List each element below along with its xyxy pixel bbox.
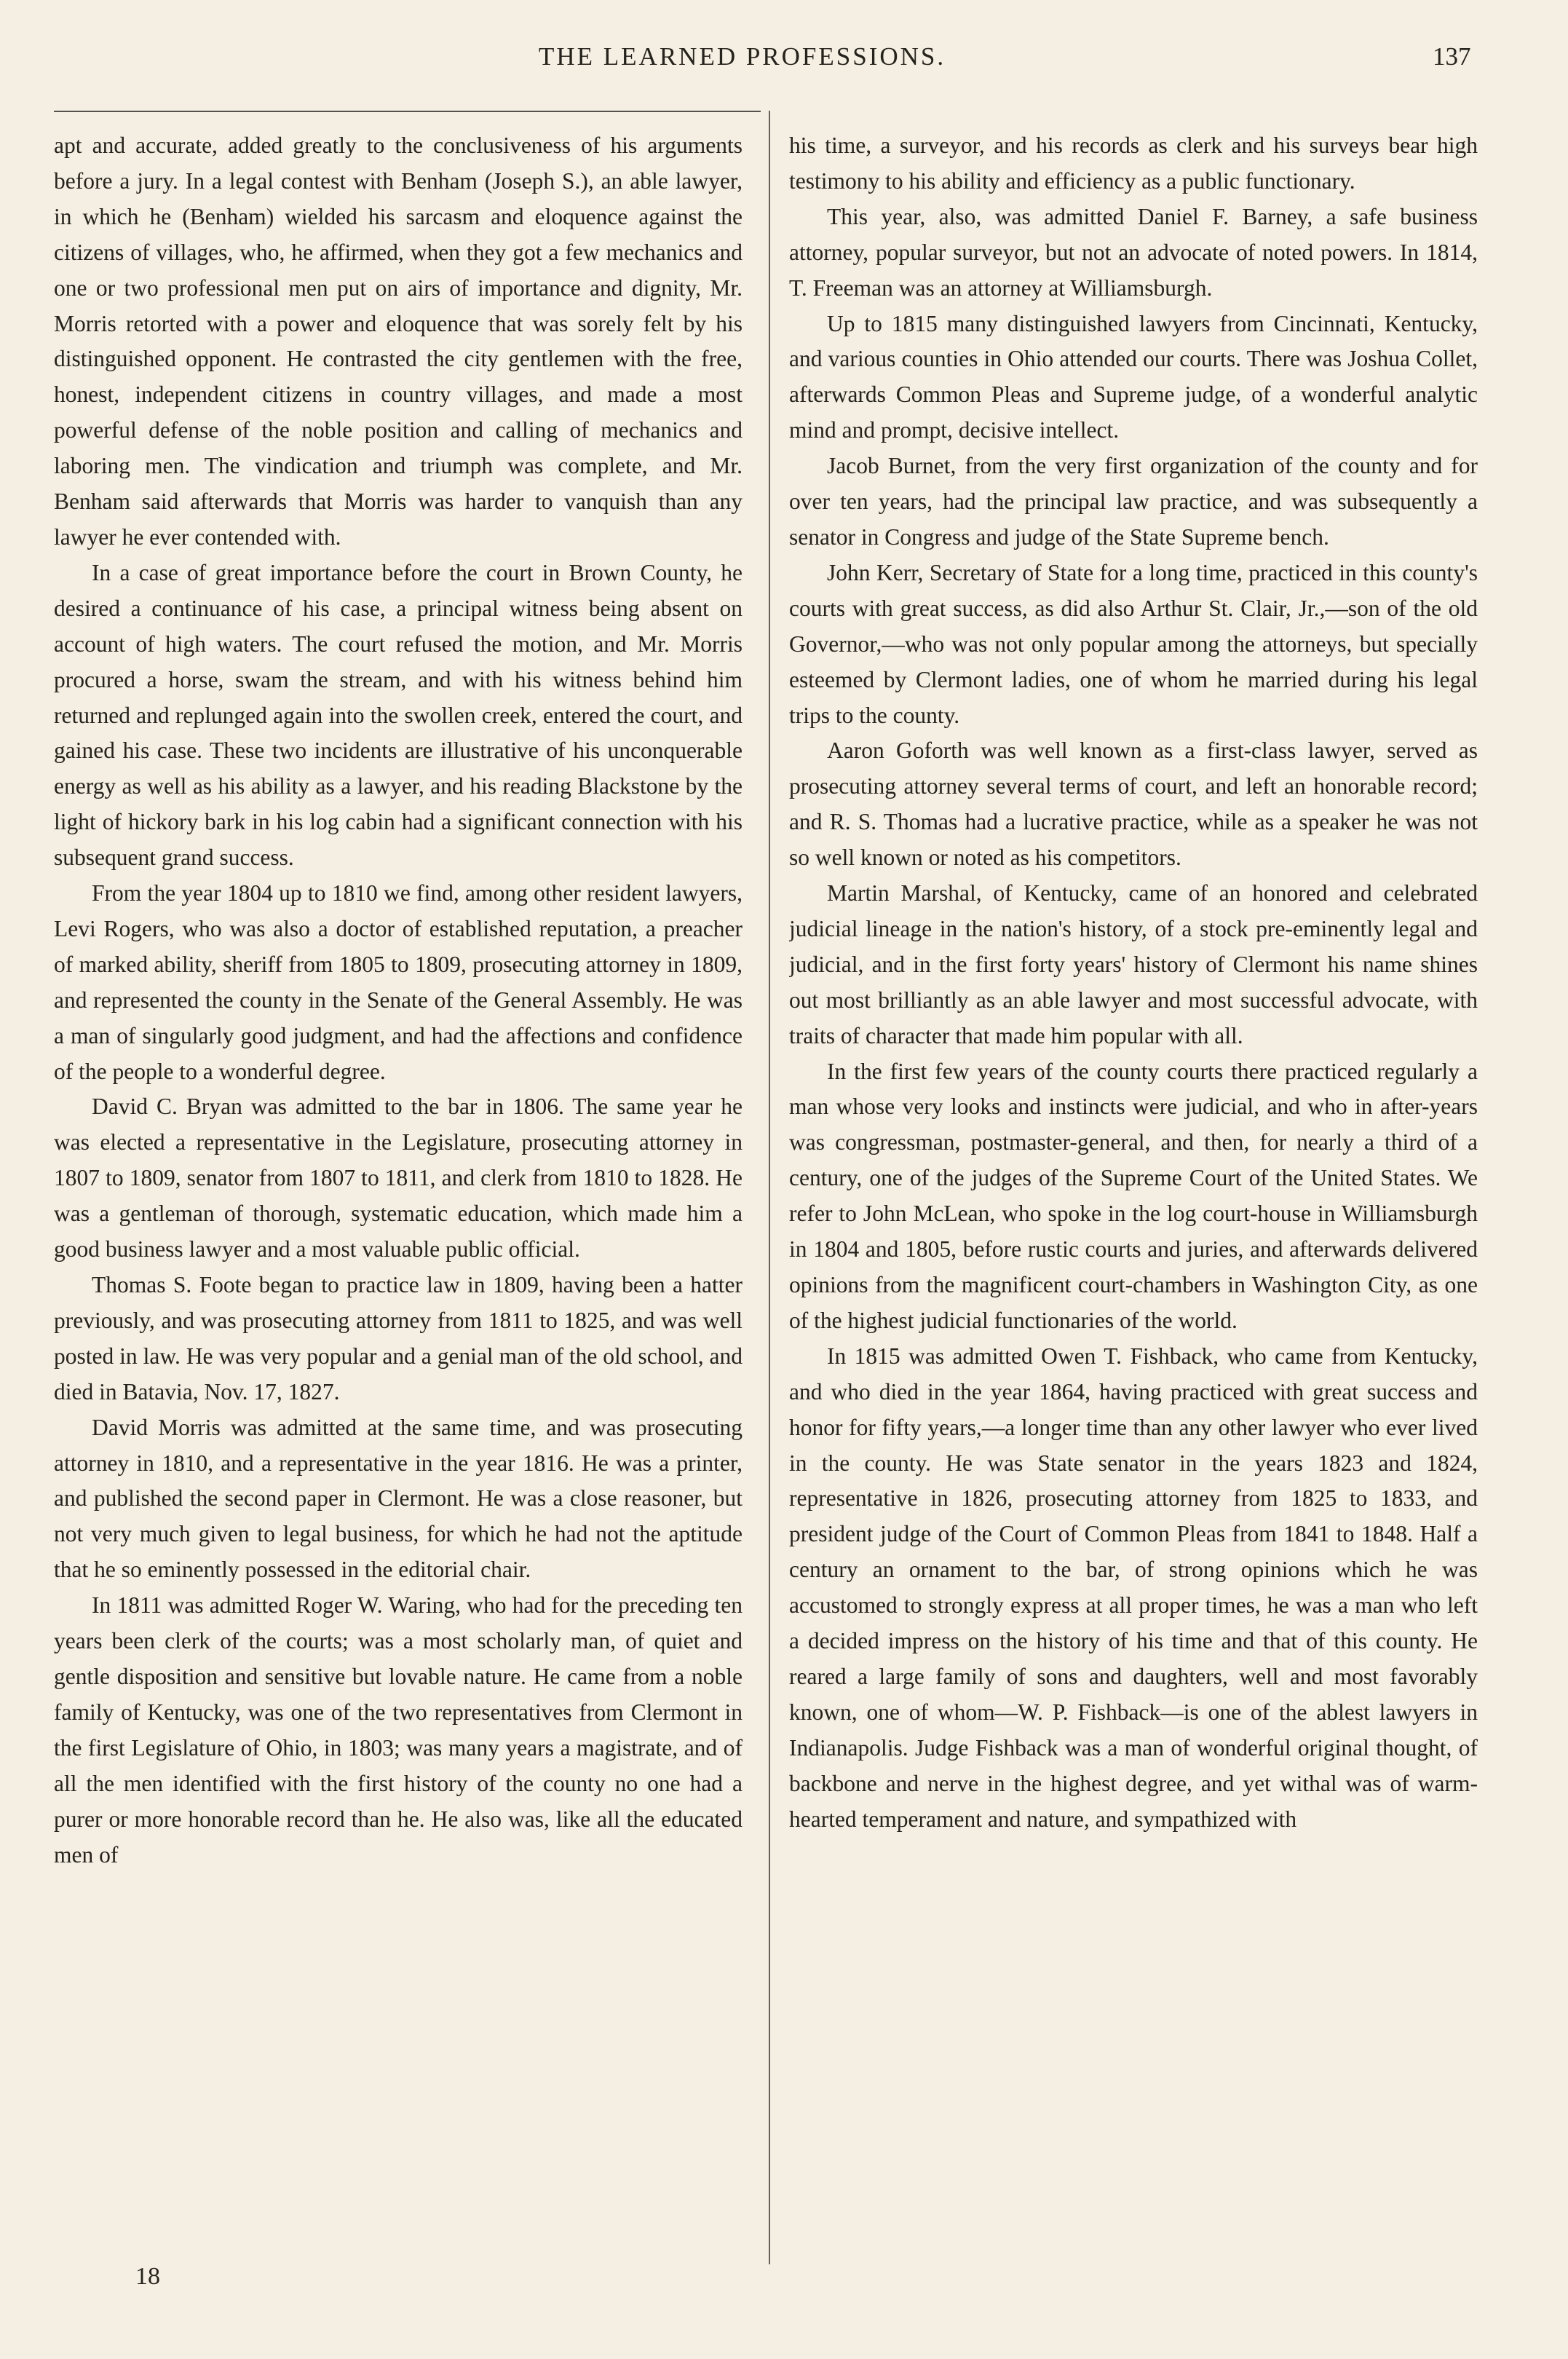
paragraph: Aaron Goforth was well known as a first-class lawyer, served as prosecuting attorney several terms of court, and left an honorable record; and R. S. Thomas had a lucrative practice, while as a speaker he was not so well known or noted as his competitors. [789,738,1478,871]
paragraph: Up to 1815 many distinguished lawyers from Cincinnati, Kentucky, and various counties in Ohio attended our courts. There was Joshua Collet, afterwards Common Pleas and Supreme judge, of a wonderful analytic mind and prompt, decisive intellect. [789,310,1478,443]
paragraph: In 1815 was admitted Owen T. Fishback, who came from Kentucky, and who died in the year 1864, having practiced with great success and honor for fifty years,—a longer time than any other lawyer who ever lived in the county. He was State senator in the years 1823 and 1824, representative in 1826, prosecuting attorney from 1825 to 1833, and president judge of the Court of Common Pleas from 1841 to 1848. Half a century an ornament to the bar, of strong opinions which he was accustomed to strongly express at all proper times, he was a man who left a decided impress on the history of his time and that of this county. He reared a large family of sons and daughters, well and most favorably known, one of whom—W. P. Fishback—is one of the ablest lawyers in Indianapolis. Judge Fishback was a man of wonderful original thought, of backbone and nerve in the highest degree, and yet withal was of warm-hearted temperament and nature, and sympathized with [789,1343,1478,1832]
paragraph: apt and accurate, added greatly to the conclusiveness of his arguments before a jury. In a legal contest with Benham (Joseph S.), an able lawyer, in which he (Benham) wielded his sarcasm and eloquence against the citizens of villages, who, he affirmed, when they got a few mechanics and one or two professional men put on airs of importance and dignity, Mr. Morris retorted with a power and eloquence that was sorely felt by his distinguished opponent. He contrasted the city gentlemen with the free, honest, independent citizens in country villages, and made a most powerful defense of the noble position and calling of mechanics and laboring men. The vindication and triumph was complete, and Mr. Benham said afterwards that Morris was harder to vanquish than any lawyer he ever contended with. [54,133,743,550]
paragraph: David C. Bryan was admitted to the bar in 1806. The same year he was elected a representative in the Legislature, prosecuting attorney in 1807 to 1809, senator from 1807 to 1811, and clerk from 1810 to 1828. He was a gentleman of thorough, systematic education, which made him a good business lawyer and a most valuable public official. [54,1094,743,1263]
header-rule [54,111,761,112]
paragraph: David Morris was admitted at the same time, and was prosecuting attorney in 1810, and a representative in the year 1816. He was a printer, and published the second paper in Clermont. He was a close reasoner, but not very much given to legal business, for which he had not the aptitude that he so eminently possessed in the editorial chair. [54,1414,743,1583]
paragraph: Martin Marshal, of Kentucky, came of an honored and celebrated judicial lineage in the nation's history, of a stock pre-eminently legal and judicial, and in the first forty years' history of Clermont his name shines out most brilliantly as an able lawyer and most successful advocate, with traits of character that made him popular with all. [789,880,1478,1048]
paragraph: In the first few years of the county courts there practiced regularly a man whose very looks and instincts were judicial, and who in after-years was congressman, postmaster-general, and then, for nearly a third of a century, one of the judges of the Supreme Court of the United States. We refer to John McLean, who spoke in the log court-house in Williamsburgh in 1804 and 1805, before rustic courts and juries, and afterwards delivered opinions from the magnificent court-chambers in Washington City, as one of the highest judicial functionaries of the world. [789,1058,1478,1333]
paragraph: From the year 1804 up to 1810 we find, among other resident lawyers, Levi Rogers, who was also a doctor of established reputation, a preacher of marked ability, sheriff from 1805 to 1809, prosecuting attorney in 1809, and represented the county in the Senate of the General Assembly. He was a man of singularly good judgment, and had the affections and confidence of the people to a wonderful degree. [54,880,743,1084]
paragraph: Jacob Burnet, from the very first organization of the county and for over ten years, had the principal law practice, and was subsequently a senator in Congress and judge of the State Supreme bench. [789,453,1478,550]
page-number: 137 [1433,42,1471,71]
right-column [789,128,1478,2261]
paragraph: his time, a surveyor, and his records as clerk and his surveys bear high testimony to his ability and efficiency as a public functionary. [789,133,1478,194]
signature-mark: 18 [135,2263,160,2290]
paragraph: In 1811 was admitted Roger W. Waring, who had for the preceding ten years been clerk of the courts; was a most scholarly man, of quiet and gentle disposition and sensitive but lovable nature. He came from a noble family of Kentucky, was one of the two representatives from Clermont in the first Legislature of Ohio, in 1803; was many years a magistrate, and of all the men identified with the first history of the county no one had a purer or more honorable record than he. He also was, like all the educated men of [54,1592,743,1868]
paragraph: In a case of great importance before the court in Brown County, he desired a continuance of his case, a principal witness being absent on account of high waters. The court refused the motion, and Mr. Morris procured a horse, swam the stream, and with his witness behind him returned and replunged again into the swollen creek, entered the court, and gained his case. These two incidents are illustrative of his unconquerable energy as well as his ability as a lawyer, and his reading Blackstone by the light of hickory bark in his log cabin had a significant connection with his subsequent grand success. [54,559,743,871]
page-header [0,42,1568,86]
column-divider [769,111,770,2264]
paragraph: This year, also, was admitted Daniel F. Barney, a safe business attorney, popular surveyor, but not an advocate of noted powers. In 1814, T. Freeman was an attorney at Williamsburgh. [789,203,1478,301]
running-head: THE LEARNED PROFESSIONS. [539,42,946,71]
paragraph: John Kerr, Secretary of State for a long time, practiced in this county's courts with great success, as did also Arthur St. Clair, Jr.,—son of the old Governor,—who was not only popular among the attorneys, but specially esteemed by Clermont ladies, one of whom he married during his legal trips to the county. [789,559,1478,728]
left-column [54,128,743,2261]
paragraph: Thomas S. Foote began to practice law in 1809, having been a hatter previously, and was prosecuting attorney from 1811 to 1825, and was well posted in law. He was very popular and a genial man of the old school, and died in Batavia, Nov. 17, 1827. [54,1272,743,1404]
